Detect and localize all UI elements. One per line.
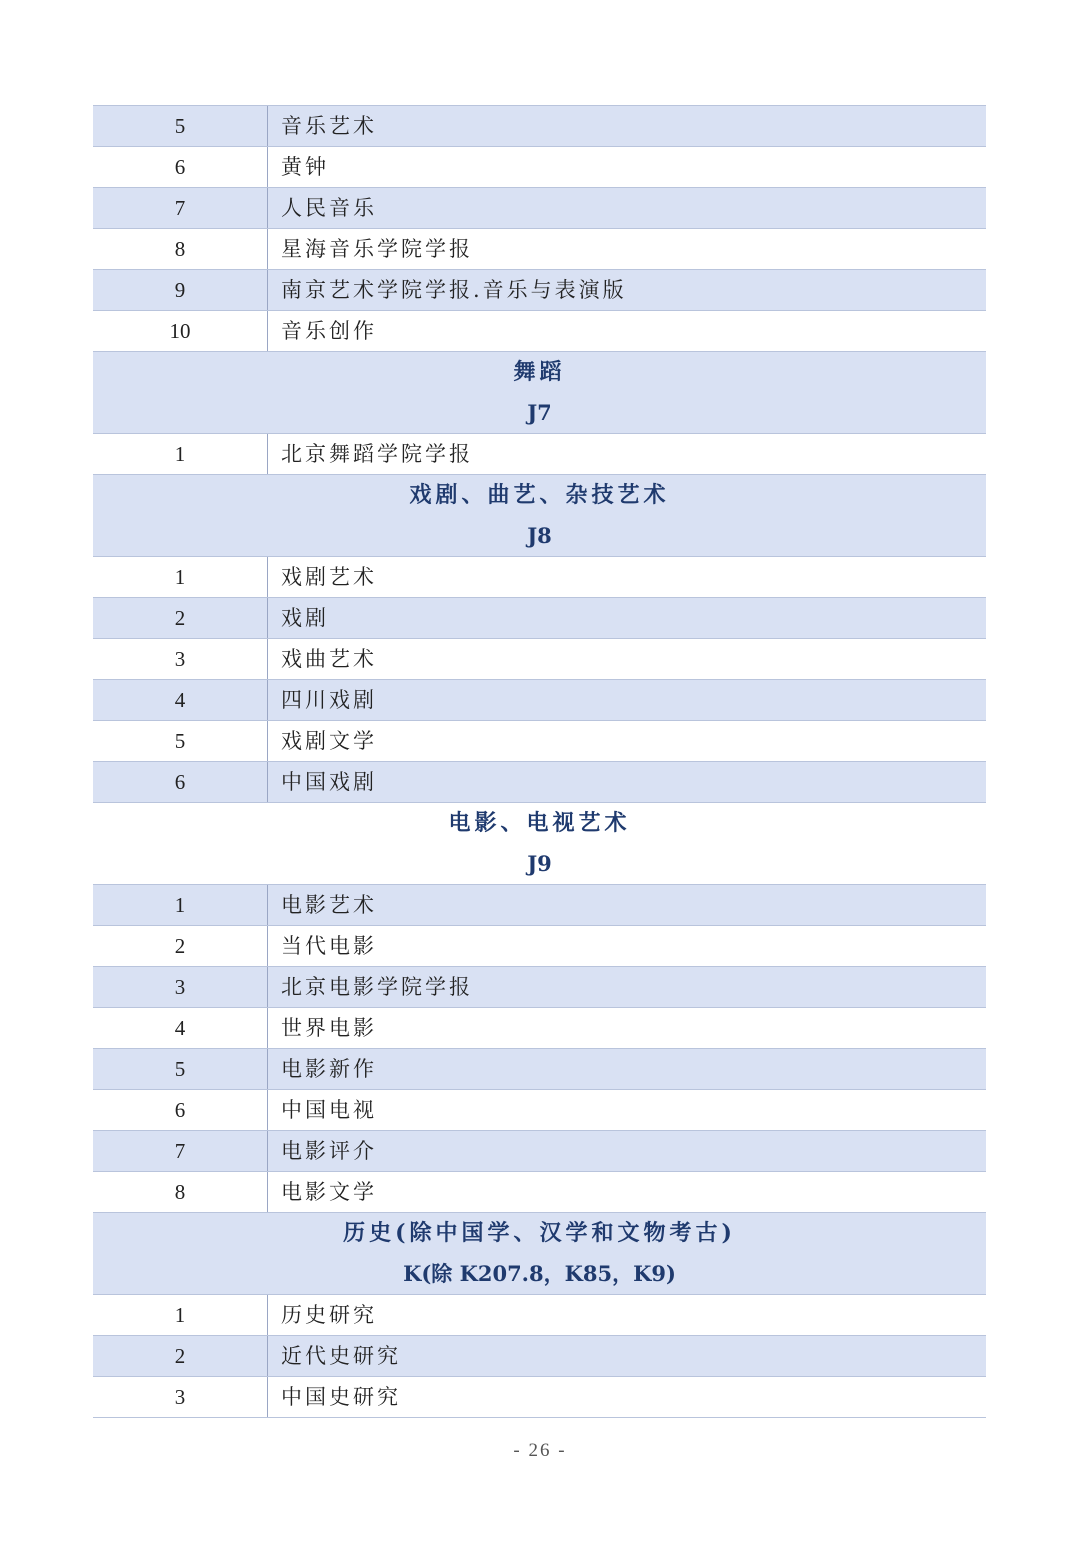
- table-row: [93, 269, 986, 310]
- row-number: 3: [93, 967, 268, 1007]
- row-number: 2: [93, 926, 268, 966]
- journal-name: 近代史研究: [281, 1344, 401, 1368]
- journal-name: 中国史研究: [281, 1385, 401, 1409]
- table-row: [93, 925, 986, 966]
- table-row: [93, 1007, 986, 1048]
- row-number: 1: [93, 1295, 268, 1335]
- journal-table: [93, 105, 986, 1418]
- row-number: 6: [93, 762, 268, 802]
- journal-name: 音乐创作: [281, 319, 377, 343]
- row-number: 5: [93, 106, 268, 146]
- table-row: [93, 1130, 986, 1171]
- category-code: J7: [527, 400, 552, 425]
- journal-name: 四川戏剧: [281, 688, 377, 712]
- journal-name: 当代电影: [281, 934, 377, 958]
- table-row: [93, 1089, 986, 1130]
- journal-name: 北京电影学院学报: [281, 975, 473, 999]
- table-row: [93, 597, 986, 638]
- category-header: [93, 351, 986, 433]
- category-title: 历史(除中国学、汉学和文物考古): [343, 1220, 736, 1246]
- journal-name: 戏剧: [281, 606, 329, 630]
- table-row: [93, 433, 986, 474]
- row-number: 2: [93, 598, 268, 638]
- row-number: 10: [93, 311, 268, 351]
- table-row: [93, 1171, 986, 1212]
- row-number: 4: [93, 680, 268, 720]
- journal-name: 世界电影: [281, 1016, 377, 1040]
- table-bottom-border: [93, 1417, 986, 1418]
- table-row: [93, 1376, 986, 1417]
- category-header: [93, 1212, 986, 1294]
- journal-name: 电影艺术: [281, 893, 377, 917]
- table-row: [93, 638, 986, 679]
- table-row: [93, 761, 986, 802]
- journal-name: 戏剧文学: [281, 729, 377, 753]
- table-row: [93, 146, 986, 187]
- row-number: 6: [93, 1090, 268, 1130]
- category-title: 戏剧、曲艺、杂技艺术: [409, 482, 670, 508]
- journal-name: 戏剧艺术: [281, 565, 377, 589]
- journal-name: 音乐艺术: [281, 114, 377, 138]
- category-title: 舞蹈: [513, 359, 566, 385]
- row-number: 2: [93, 1336, 268, 1376]
- row-number: 1: [93, 434, 268, 474]
- table-row: [93, 105, 986, 146]
- category-code: J9: [527, 851, 552, 876]
- table-row: [93, 966, 986, 1007]
- row-number: 8: [93, 1172, 268, 1212]
- table-row: [93, 884, 986, 925]
- journal-name: 黄钟: [281, 155, 329, 179]
- row-number: 7: [93, 1131, 268, 1171]
- table-row: [93, 1048, 986, 1089]
- journal-name: 南京艺术学院学报.音乐与表演版: [281, 278, 627, 302]
- row-number: 5: [93, 721, 268, 761]
- table-row: [93, 1335, 986, 1376]
- journal-name: 戏曲艺术: [281, 647, 377, 671]
- category-title: 电影、电视艺术: [448, 810, 631, 836]
- table-row: [93, 720, 986, 761]
- table-row: [93, 310, 986, 351]
- category-code: K(除 K207.8，K85，K9): [403, 1261, 676, 1286]
- category-code: J8: [527, 523, 552, 548]
- table-row: [93, 187, 986, 228]
- journal-name: 人民音乐: [281, 196, 377, 220]
- row-number: 3: [93, 639, 268, 679]
- table-row: [93, 679, 986, 720]
- row-number: 1: [93, 885, 268, 925]
- row-number: 5: [93, 1049, 268, 1089]
- category-header: [93, 474, 986, 556]
- journal-name: 电影文学: [281, 1180, 377, 1204]
- journal-name: 星海音乐学院学报: [281, 237, 473, 261]
- row-number: 4: [93, 1008, 268, 1048]
- row-number: 8: [93, 229, 268, 269]
- row-number: 6: [93, 147, 268, 187]
- row-number: 9: [93, 270, 268, 310]
- row-number: 1: [93, 557, 268, 597]
- table-row: [93, 556, 986, 597]
- journal-name: 北京舞蹈学院学报: [281, 442, 473, 466]
- journal-name: 历史研究: [281, 1303, 377, 1327]
- journal-name: 电影评介: [281, 1139, 377, 1163]
- row-number: 3: [93, 1377, 268, 1417]
- journal-name: 电影新作: [281, 1057, 377, 1081]
- category-header: [93, 802, 986, 884]
- page-number: - 26 -: [513, 1440, 567, 1461]
- table-row: [93, 1294, 986, 1335]
- journal-name: 中国电视: [281, 1098, 377, 1122]
- journal-name: 中国戏剧: [281, 770, 377, 794]
- table-row: [93, 228, 986, 269]
- row-number: 7: [93, 188, 268, 228]
